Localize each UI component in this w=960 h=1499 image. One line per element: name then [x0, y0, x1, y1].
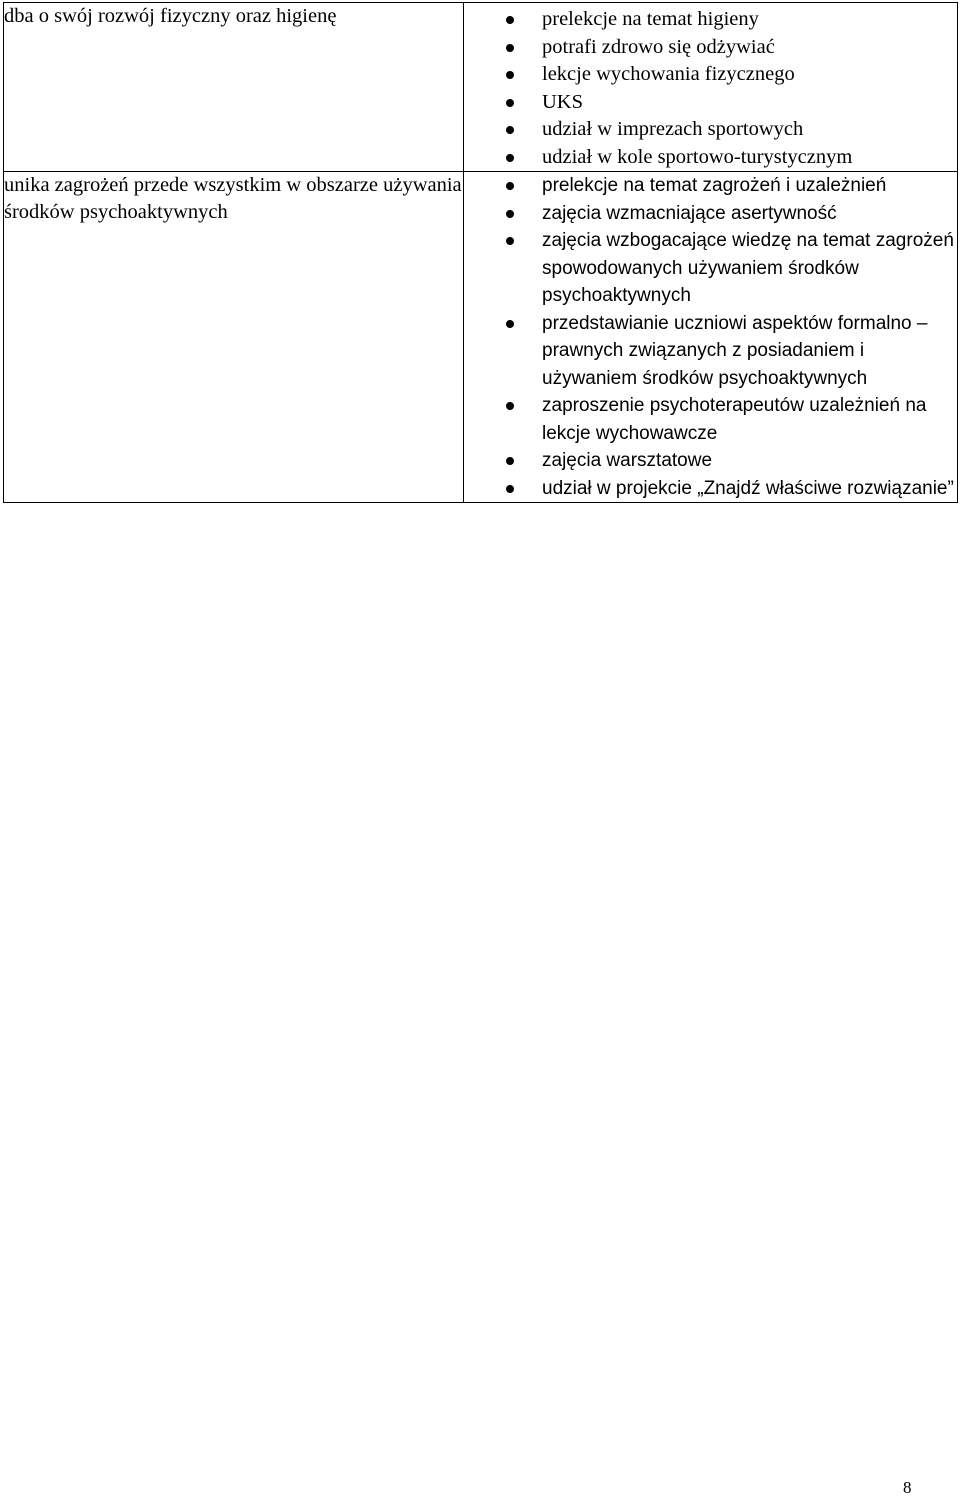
bullet-icon [506, 320, 514, 328]
bullet-icon [506, 126, 514, 134]
list-item [464, 227, 957, 310]
list-item [464, 61, 957, 89]
row-items-cell [464, 172, 958, 503]
row-label-cell [4, 172, 464, 503]
table-row [4, 172, 958, 503]
bullet-list [464, 172, 957, 502]
row-label-cell [4, 3, 464, 172]
list-item-text: zaproszenie psychoterapeutów uzależnień na lekcje wychowawcze [542, 395, 927, 444]
list-item-text: prelekcje na temat higieny [542, 8, 759, 30]
list-item-text: UKS [542, 90, 584, 113]
list-item [464, 89, 957, 117]
list-item-text: udział w projekcie „Znajdź właściwe rozwiązanie” [542, 477, 954, 499]
list-item [464, 200, 957, 228]
row-items-cell [464, 3, 958, 172]
list-item [464, 144, 957, 172]
bullet-icon [506, 210, 514, 218]
bullet-icon [506, 71, 514, 79]
bullet-icon [506, 237, 514, 245]
row-label: dba o swój rozwój fizyczny oraz higienę [4, 5, 337, 27]
bullet-icon [506, 44, 514, 52]
table-row [4, 3, 958, 172]
bullet-icon [506, 485, 514, 493]
list-item-text: udział w imprezach sportowych [542, 118, 804, 140]
list-item-text: zajęcia wzbogacające wiedzę na temat zagrożeń spowodowanych używaniem środków psychoaktywnych [542, 230, 954, 306]
list-item-text: lekcje wychowania fizycznego [542, 63, 795, 85]
bullet-icon [506, 182, 514, 190]
list-item-text: potrafi zdrowo się odżywiać [542, 35, 775, 58]
page-number: 8 [903, 1478, 912, 1497]
list-item-text: udział w kole sportowo-turystycznym [542, 145, 853, 168]
row-label: unika zagrożeń przede wszystkim w obszarze używania środków psychoaktywnych [4, 174, 462, 223]
list-item-text: zajęcia wzmacniające asertywność [542, 202, 837, 224]
list-item [464, 475, 957, 503]
bullet-icon [506, 402, 514, 410]
list-item-text: prelekcje na temat zagrożeń i uzależnień [542, 175, 887, 196]
bullet-icon [506, 154, 514, 162]
list-item [464, 392, 957, 447]
document-table [3, 2, 958, 503]
list-item [464, 447, 957, 475]
list-item-text: zajęcia warsztatowe [542, 450, 713, 471]
list-item [464, 116, 957, 144]
list-item [464, 310, 957, 393]
list-item [464, 172, 957, 200]
list-item [464, 6, 957, 34]
bullet-icon [506, 16, 514, 24]
list-item-text: przedstawianie uczniowi aspektów formalno – prawnych związanych z posiadaniem i używaniem środków psychoaktywnych [542, 312, 928, 389]
list-item [464, 34, 957, 62]
bullet-list [464, 6, 957, 171]
bullet-icon [506, 457, 514, 465]
bullet-icon [506, 99, 514, 107]
